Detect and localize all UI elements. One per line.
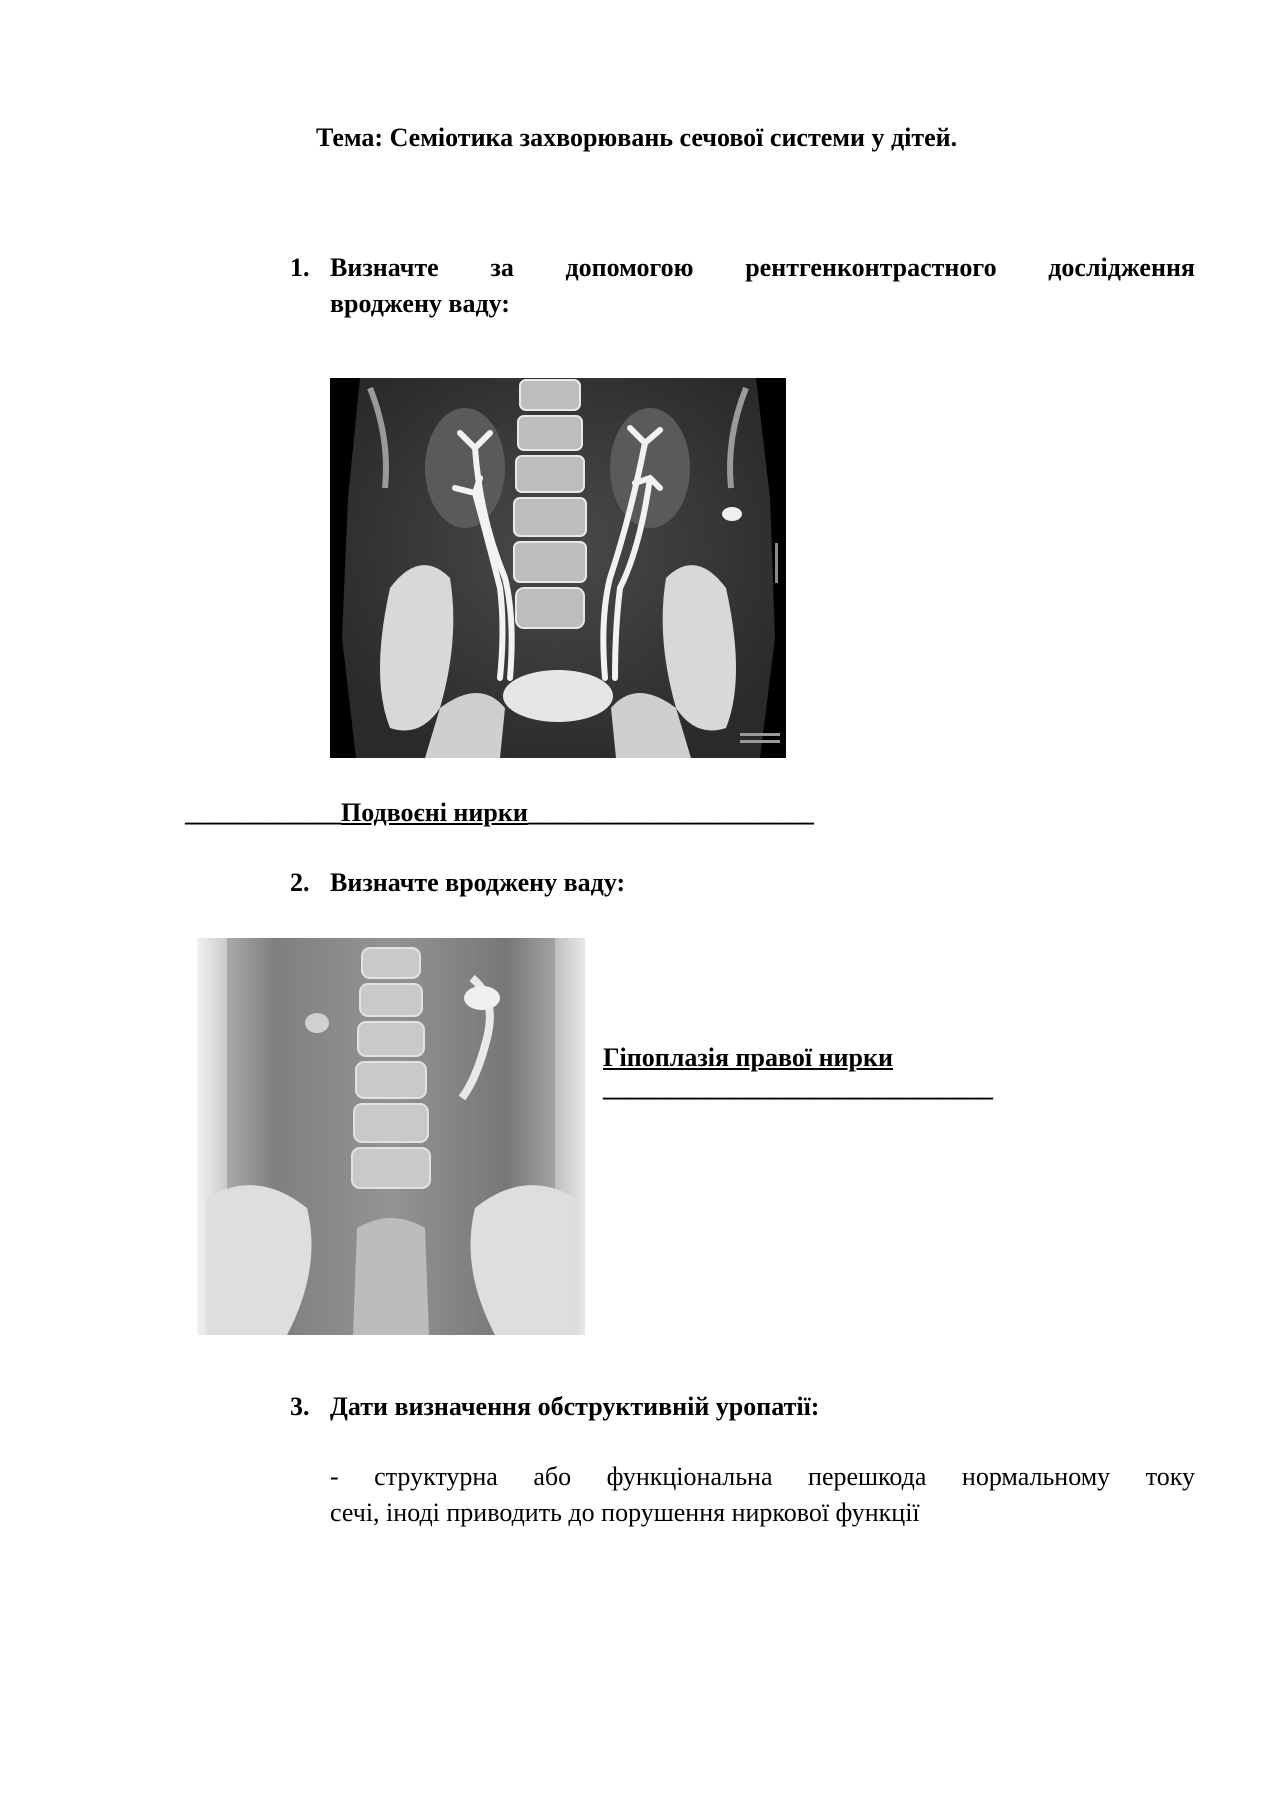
question-2-number: 2. xyxy=(290,868,310,897)
answer-3-line-2: сечі, іноді приводить до порушення ниркової функції xyxy=(330,1498,920,1527)
answer-3 xyxy=(330,1459,1195,1531)
question-1 xyxy=(290,253,1195,333)
question-3-number: 3. xyxy=(290,1392,310,1421)
abdominal-xray-image xyxy=(197,938,585,1335)
answer-2-text: Гіпоплазія правої нирки xyxy=(603,1043,893,1072)
question-2-text: Визначте вроджену ваду: xyxy=(330,868,626,897)
question-1-line-2: вроджену ваду: xyxy=(330,289,510,318)
answer-1-suffix-line: ______________________ xyxy=(527,798,814,827)
question-1-line-1: Визначте за допомогою рентгенконтрастного дослідження xyxy=(330,253,1195,282)
answer-3-line-1: - структурна або функціональна перешкода нормальному току xyxy=(330,1462,1195,1491)
page-title: Тема: Семіотика захворювань сечової системи у дітей. xyxy=(316,123,958,152)
question-1-number: 1. xyxy=(290,253,310,282)
ct-urogram-image xyxy=(330,378,786,758)
answer-2 xyxy=(603,1043,993,1103)
answer-1-text: Подвоєні нирки xyxy=(341,798,528,827)
question-3-text: Дати визначення обструктивній уропатії: xyxy=(330,1392,820,1421)
answer-1-prefix-line: ____________ xyxy=(185,798,341,827)
answer-1 xyxy=(185,798,814,828)
answer-2-line: ______________________________ xyxy=(603,1073,993,1102)
